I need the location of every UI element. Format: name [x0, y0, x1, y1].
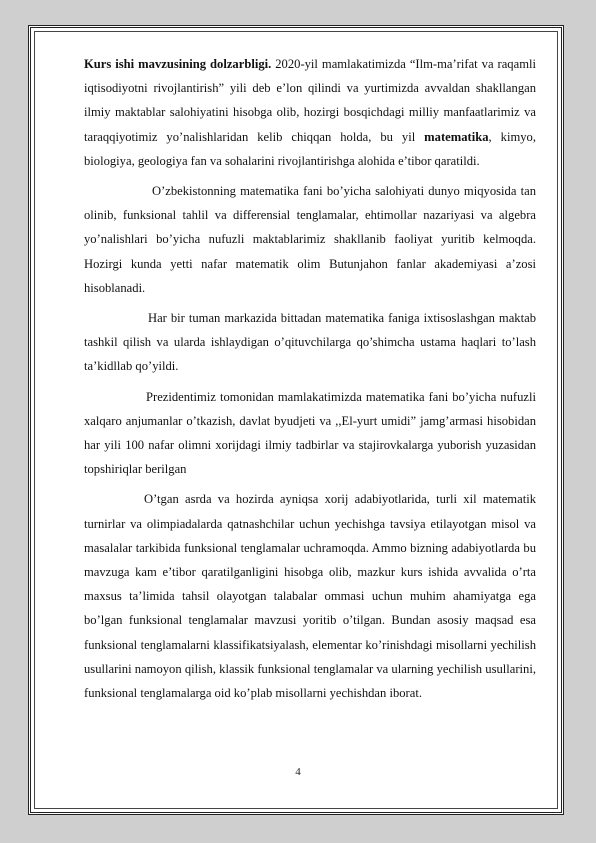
- document-body: [84, 52, 536, 711]
- paragraph-text: , kimyo, biologiya, geologiya fan va sohalarini rivojlantirishga alohida e’tibor qaratildi.: [84, 129, 536, 168]
- paragraph-functional-equations: O’tgan asrda va hozirda ayniqsa xorij adabiyotlarida, turli xil matematik turnirlar va olimpiadalarda qatnashchilar uchun yechishga tavsiya etilayotgan misol va masalalar tarkibida funksional tenglamalar uchramoqda. Ammo bizning adabiyotlarda bu mavzuga kam e’tibor qaratilganligini hisobga olib, mazkur kurs ishida avvalida o’rta maxsus ta’limida tahsil olayotgan talabalar ommasi uchun muhim ahamiyatga ega bo’lgan funksional tenglamalar mavzusi yoritib o’tilgan. Bundan asosiy maqsad esa funksional tenglamalarni klassifikatsiyalash, elementar ko’rinishdagi misollarni yechilish usullarini namoyon qilish, klassik funksional tenglamalar va ularning yechilish usullarini, funksional tenglamalarga oid ko’plab misollarni yechishdan iborat.: [84, 492, 536, 701]
- bold-keyword: matematika: [424, 129, 489, 144]
- paragraph-text: 2020-yil mamlakatimizda “Ilm-ma’rifat va raqamli iqtisodiyotni rivojlantirish” yili deb e’lon qilindi va yurtimizda avvaldan shakllangan ilmiy maktablar salohiyatini hisobga olib, hozirgi bosqichdagi milliy manfaatlarimiz va taraqqiyotimiz yo’nalishlaridan kelib chiqqan holda, bu yil: [84, 57, 536, 144]
- paragraph-relevance: [84, 52, 536, 173]
- paragraph-specialized-schools: Har bir tuman markazida bittadan matematika faniga ixtisoslashgan maktab tashkil qilish va ularda ishlaydigan o’qituvchilarga qo’shimcha ustama haqlari to’lash ta’kidllab qo’yildi.: [84, 311, 536, 374]
- page-number: 4: [295, 766, 301, 778]
- paragraph-lead-heading: Kurs ishi mavzusining dolzarbligi.: [84, 57, 272, 71]
- paragraph-president-initiatives: Prezidentimiz tomonidan mamlakatimizda matematika fani bo’yicha nufuzli xalqaro anjumanlar o’tkazish, davlat byudjeti va ,,El-yurt umidi” jamg’armasi hisobidan har yili 100 nafar olimni xorijdagi ilmiy tadbirlar va stajirovkalarga yuborish yuzasidan topshiriqlar berilgan: [84, 389, 536, 477]
- paragraph-uzbekistan-math: O’zbekistonning matematika fani bo’yicha salohiyati dunyo miqyosida tan olinib, funksional tahlil va differensial tenglamalar, ehtimollar nazariyasi va algebra yo’nalishlari bo’yicha nufuzli maktablarimiz shakllanib faoliyat yuritib kelmoqda. Hozirgi kunda yetti nafar matematik olim Butunjahon fanlar akademiyasi a’zosi hisoblanadi.: [84, 184, 536, 295]
